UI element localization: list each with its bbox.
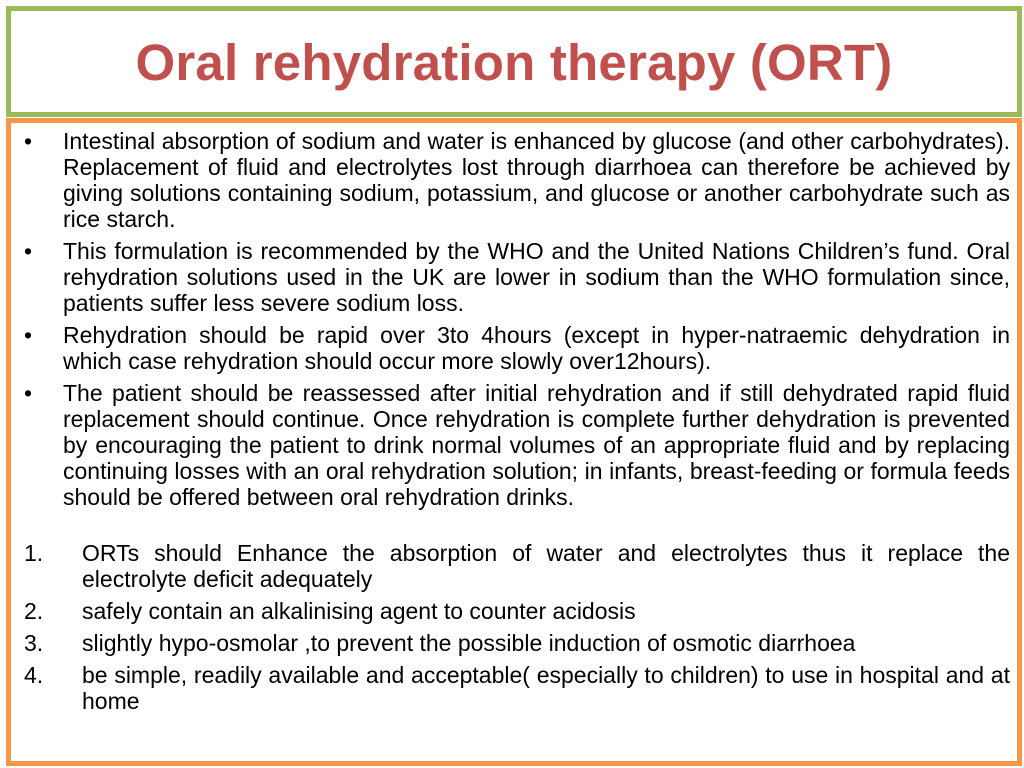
numbered-item xyxy=(22,630,1010,656)
item-number: 2. xyxy=(24,598,44,624)
numbered-list xyxy=(22,540,1010,714)
item-number: 3. xyxy=(24,630,44,656)
numbered-text: slightly hypo-osmolar ,to prevent the possible induction of osmotic diarrhoea xyxy=(82,630,856,656)
numbered-item xyxy=(22,540,1010,592)
bullet-text: The patient should be reassessed after initial rehydration and if still dehydrated rapid fluid replacement should continue. Once rehydration is complete further dehydration is prevented by encouraging the patient to drink normal volumes of an appropriate fluid and by replacing continuing losses with an oral rehydration solution; in infants, breast-feeding or formula feeds should be offered between oral rehydration drinks. xyxy=(63,380,1010,510)
bullet-marker: • xyxy=(24,128,33,154)
slide-title: Oral rehydration therapy (ORT) xyxy=(135,34,893,91)
bullet-list xyxy=(22,128,1010,510)
content-box xyxy=(6,118,1022,766)
bullet-item xyxy=(22,238,1010,316)
bullet-text: Rehydration should be rapid over 3to 4hours (except in hyper-natraemic dehydration in which case rehydration should occur more slowly over12hours). xyxy=(63,322,1010,374)
bullet-item xyxy=(22,128,1010,232)
item-number: 4. xyxy=(24,662,44,688)
numbered-item xyxy=(22,598,1010,624)
item-number: 1. xyxy=(24,540,44,566)
bullet-marker: • xyxy=(24,322,33,348)
numbered-text: safely contain an alkalinising agent to counter acidosis xyxy=(82,598,636,624)
numbered-text: ORTs should Enhance the absorption of water and electrolytes thus it replace the electrolyte deficit adequately xyxy=(82,540,1010,592)
numbered-item xyxy=(22,662,1010,714)
bullet-item xyxy=(22,380,1010,510)
bullet-text: This formulation is recommended by the WHO and the United Nations Children’s fund. Oral rehydration solutions used in the UK are lower in sodium than the WHO formulation since, patients suffer less severe sodium loss. xyxy=(63,238,1010,316)
numbered-text: be simple, readily available and acceptable( especially to children) to use in hospital and at home xyxy=(82,662,1010,714)
bullet-marker: • xyxy=(24,238,33,264)
bullet-marker: • xyxy=(24,380,33,406)
title-box xyxy=(6,6,1022,117)
bullet-item xyxy=(22,322,1010,374)
bullet-text: Intestinal absorption of sodium and water is enhanced by glucose (and other carbohydrates). Replacement of fluid and electrolytes lost through diarrhoea can therefore be achieved by giving solutions containing sodium, potassium, and glucose or another carbohydrate such as rice starch. xyxy=(63,128,1010,232)
content-body xyxy=(22,128,1010,720)
